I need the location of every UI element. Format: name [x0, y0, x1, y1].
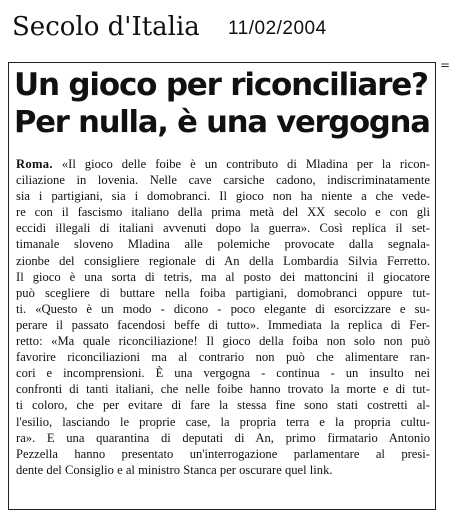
- headline-line-1: Un gioco per riconciliare?: [14, 67, 428, 103]
- article-line: può scegliere di buttare nella foiba partigiani, domobranci oppure tut-: [16, 285, 430, 300]
- article-line: ti. «Questo è un modo - dicono - poco elegante di esorcizzare e su-: [16, 301, 430, 316]
- article-line: eccidi illegali di italiani avvenuti dopo la guerra». Così replica il set-: [16, 221, 430, 236]
- article-line: cori e incomprensioni. È una vergogna - continua - un insulto nei: [16, 366, 430, 381]
- article-line: zionbe del consigliere regionale di An della Lombardia Silvia Ferretto.: [16, 253, 430, 268]
- article-line: Pezzella hanno presentato un'interrogazione parlamentare al presi-: [16, 446, 430, 461]
- article-line: ra». E una quarantina di deputati di An, primo firmatario Antonio: [16, 430, 430, 445]
- article-line: timanale sloveno Mladina alle polemiche provocate dalla segnala-: [16, 237, 430, 252]
- article-line: confronti di tanti italiani, che nelle foibe hanno trovato la morte e di tut-: [16, 382, 430, 397]
- publication-date: 11/02/2004: [228, 18, 327, 39]
- edge-mark: =: [440, 58, 450, 72]
- headline-line-2: Per nulla, è una vergogna: [14, 105, 430, 140]
- article-headline: [14, 66, 430, 142]
- article-line: dente del Consiglio e al ministro Stanca per oscurare quel link.: [16, 462, 333, 477]
- article-dateline: Roma.: [16, 157, 53, 171]
- newspaper-masthead: Secolo d'Italia: [12, 12, 200, 42]
- article-line: l'esilio, lasciando le proprie case, la propria terra e la propria cultu-: [16, 414, 430, 429]
- article-line: Il gioco è una sorta di tetris, ma al posto dei mattoncini il giocatore: [16, 269, 430, 284]
- article-line: re con il fascismo italiano della prima metà del XX secolo e con gli: [16, 205, 430, 220]
- article-line: ciliazione in lovenia. Nelle cave carsiche cadono, indiscriminatamente: [16, 173, 430, 188]
- article-body: [16, 156, 430, 478]
- article-line-text: «Il gioco delle foibe è un contributo di Mladina per la ricon-: [61, 157, 430, 171]
- article-line: perare il passato facendosi beffe di tutto». Immediata la replica di Fer-: [16, 317, 430, 332]
- article-line: [16, 156, 430, 172]
- article-line: favorire riconciliazioni ma al contrario non può che alimentare ran-: [16, 350, 430, 365]
- article-line: retto: «Ma quale riconciliazione! Il gioco della foiba non solo non può: [16, 334, 430, 349]
- article-line: sia i partigiani, sia i domobranci. Il gioco non ha niente a che vede-: [16, 189, 430, 204]
- article-line: ti coloro, che per evitare di fare la stessa fine sono stati costretti al-: [16, 398, 430, 413]
